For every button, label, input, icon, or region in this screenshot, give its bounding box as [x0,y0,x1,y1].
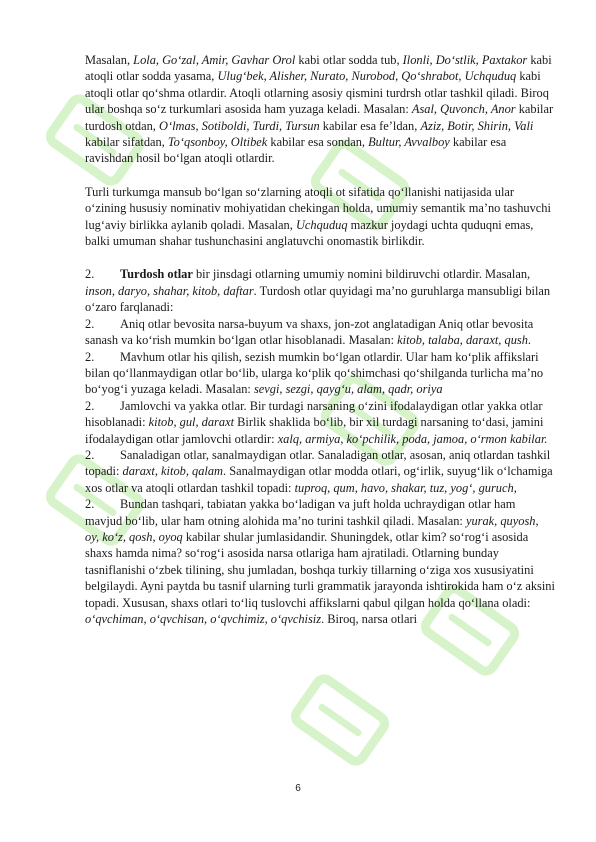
text-run: Uchquduq [295,217,348,232]
list-item-run: sevgi, sezgi, qayg‘u, alam, qadr, oriya [253,382,443,397]
list-item-run: bir jinsdagi otlarning umumiy nomini bildiruvchi otlardir. Masalan, [192,267,531,282]
list-item-run: . [527,333,532,348]
paragraph-proper-nouns [85,52,555,167]
list-item-run: o‘qvchiman, o‘qvchisan, o‘qvchimiz, o‘qvchisiz [85,612,322,626]
list-item [85,266,555,315]
list-item-run: Turdosh otlar [120,267,193,282]
list-item [85,447,555,496]
list-item-number: 2. [85,398,95,413]
text-run: Aziz, Botir, Shirin, Vali [420,118,534,133]
document-body [85,52,555,627]
text-run: kabilar sifatdan, [85,135,168,150]
text-run: Ulug‘bek, Alisher, Nurato, Nurobod, Qo‘shrabot, Uchquduq [217,69,517,84]
list-item-run: kitob, talaba, daraxt, qush [397,333,528,348]
text-run: Turli turkumga mansub bo‘lgan so‘zlarning atoqli ot sifatida qo‘llanishi natijasida ular o‘zining hususiy nominativ mohiyatidan chekingan holda, umumiy semantik ma’no tashuvchi lug‘aviy birlikka aylanib qoladi. Masalan, [85,184,551,232]
paragraph-onomastic-unit [85,184,555,250]
list-item-run: . Sanalmaydigan otlar modda otlari, og‘irlik, suyug‘lik o‘lchamiga xos otlar va atoqli otlardan tashkil topadi: [85,464,553,495]
text-run: To‘qsonboy, Oltibek [167,135,268,150]
list-item-run: Mavhum otlar his qilish, sezish mumkin bo‘lgan otlardir. Ular ham ko‘plik affikslari bilan qo‘llanmaydigan otlar bo‘lib, ularga ko‘plik qo‘shimchasi qo‘shilganda turlicha ma’no bo‘yog‘i yuzaga keladi. Masalan: [85,349,544,397]
list-item-run: kitob, gul, daraxt [148,415,235,430]
text-run: kabilar esa sondan, [267,135,369,150]
list-item-run: inson, daryo, shahar, kitob, daftar [85,283,254,298]
list-item-run: Birlik shaklida bo‘lib, bir xil turdagi narsaning to‘dasi, jamini ifodalaydigan otlar jamlovchi otlardir: [85,415,544,446]
noun-types-list [85,266,555,627]
list-item-run: . Biroq, narsa otlari [321,612,418,626]
list-item-run: Sanaladigan otlar, sanalmaydigan otlar. Sanaladigan otlar, asosan, aniq otlardan tashkil topadi: [85,447,551,479]
list-item-run: Jamlovchi va yakka otlar. Bir turdagi narsaning o‘zini ifodalaydigan otlar yakka otlar hisoblanadi: [85,398,543,430]
text-run: Masalan, [85,53,134,67]
text-run: kabi atoqli otlar qo‘shma otlardir. Atoqli otlarning asosiy qismini turdrsh otlar tashkil qiladi. Biroq ular boshqa so‘z turkumlari asosida ham yuzaga keladi. Masalan: [85,69,549,117]
list-item-number: 2. [85,447,95,462]
text-run: Bultur, Avvalboy [368,135,450,150]
list-item-run: Aniq otlar bevosita narsa-buyum va shaxs, jon-zot anglatadigan Aniq otlar bevosita sanash va ko‘rish mumkin bo‘lgan otlar hisoblanadi. Masalan: [85,316,534,348]
text-run: Ilonli, Do‘stlik, Paxtakor [402,53,528,67]
list-item-number: 2. [85,497,95,512]
list-item-run: yurak, quyosh, oy, ko‘z, qosh, oyoq [85,513,539,544]
list-item-number: 2. [85,316,95,331]
text-run: kabilar turdosh otdan, [85,102,554,133]
text-run: mazkur joydagi uchta quduqni emas, balki umuman shahar tushunchasini anglatuvchi onomastik birlikdir. [85,217,534,249]
text-run: Asal, Quvonch, Anor [411,102,516,117]
text-run: kabi otlar sodda tub, [295,53,403,67]
list-item-run: kabilar shular jumlasidandir. Shuningdek, otlar kim? so‘rog‘i asosida shaxs hamda nima? so‘rog‘i asosida narsa otlariga ham ajratiladi. Otlarning bunday tasniflanishi o‘zbek tilining, shu jumladan, boshqa turkiy tillarning o‘ziga xos xususiyatini belgilaydi. Ayni paytda bu tasnif ularning turli grammatik jarayonda ishtirokida ham o‘z aksini topadi. Xususan, shaxs otlari to‘liq tuslovchi affikslarni qabul qilgan holda qo‘llana oladi: [85,529,555,610]
text-run: kabilar esa fe’ldan, [319,118,421,133]
text-run: O‘lmas, Sotiboldi, Turdi, Tursun [159,118,320,133]
page-number: 6 [295,783,301,794]
list-item-run: tuproq, qum, havo, shakar, tuz, yog‘, guruch, [294,480,517,495]
list-item-run: xalq, armiya, ko‘pchilik, poda, jamoa, o‘rmon kabilar. [277,431,548,446]
list-item [85,349,555,398]
list-item-run: . Turdosh otlar quyidagi ma’no guruhlarga mansubligi bilan o‘zaro farqlanadi: [85,283,551,315]
watermark-mark [292,676,387,764]
list-item-run: Bundan tashqari, tabiatan yakka bo‘ladigan va juft holda uchraydigan otlar ham mavjud bo‘lib, ular ham otning alohida ma’no turini tashkil qiladi. Masalan: [85,497,516,528]
list-item-number: 2. [85,349,95,364]
list-item [85,496,555,627]
list-item [85,398,555,447]
list-item [85,316,555,349]
text-run: kabi atoqli otlar sodda yasama, [85,53,552,84]
text-run: Lola, Go‘zal, Amir, Gavhar Orol [133,53,296,67]
list-item-run: daraxt, kitob, qalam [122,464,224,479]
list-item-number: 2. [85,267,95,282]
text-run: kabilar esa ravishdan hosil bo‘lgan atoqli otlardir. [85,135,507,166]
